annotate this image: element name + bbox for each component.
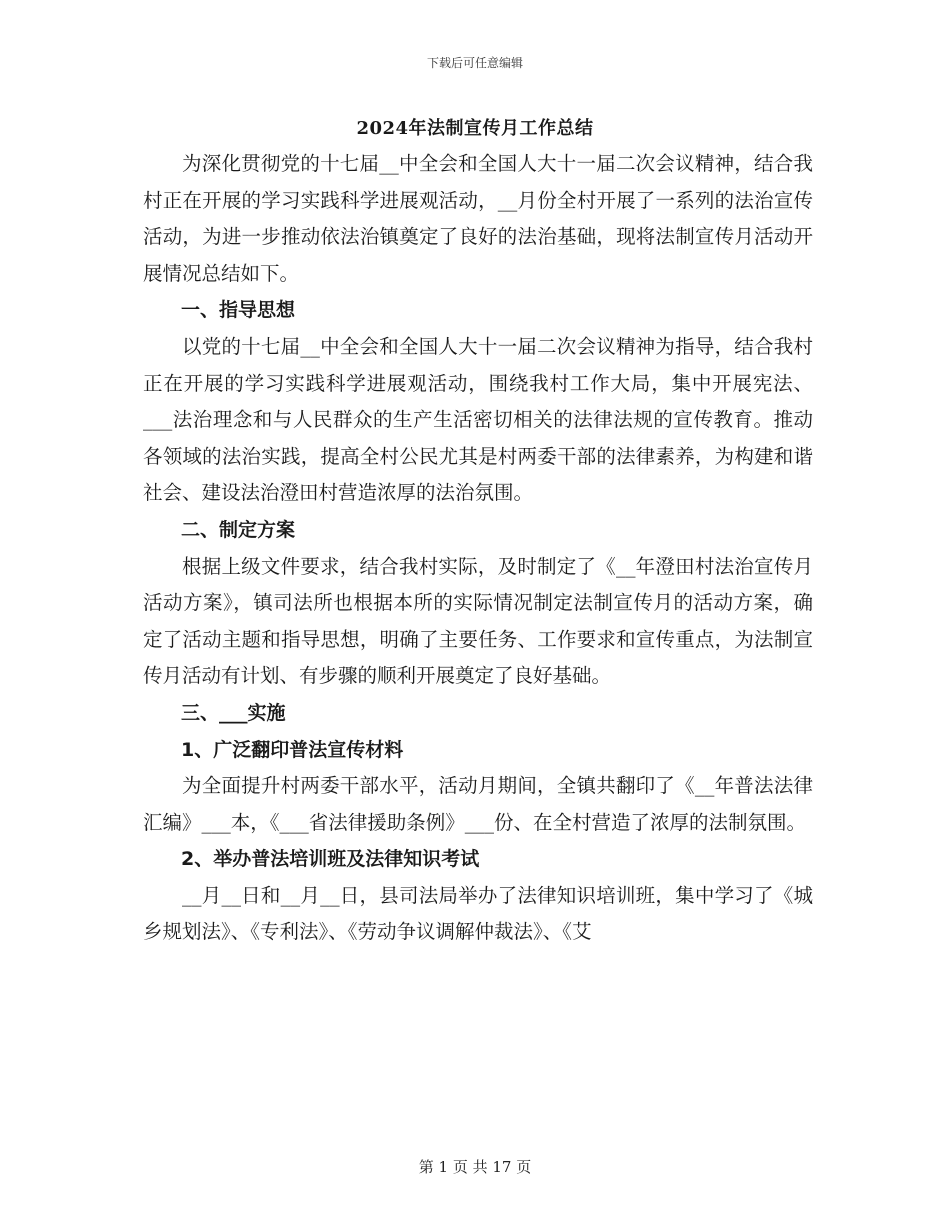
subsection-heading-training: 2、举办普法培训班及法律知识考试 [181,848,480,871]
section-heading-guiding-thought: 一、指导思想 [181,299,296,322]
guiding-thought-paragraph: 以党的十七届__中全会和全国人大十一届二次会议精神为指导，结合我村正在开展的学习实践科学进展观活动，围绕我村工作大局，集中开展宪法、___法治理念和与人民群众的生产生活密切相关的法律法规的宣传教育。推动各领域的法治实践，提高全村公民尤其是村两委干部的法律素养，为构建和谐社会、建设法治澄田村营造浓厚的法治氛围。 [143,334,813,505]
document-body [143,146,813,951]
section-heading-plan: 二、制定方案 [181,518,296,541]
page-number: 第 1 页 共 17 页 [418,1158,532,1176]
document-title: 2024年法制宣传月工作总结 [356,118,594,139]
subsection-heading-materials: 1、广泛翻印普法宣传材料 [181,738,404,761]
plan-paragraph: 根据上级文件要求，结合我村实际，及时制定了《__年澄田村法治宣传月活动方案》，镇司法所也根据本所的实际情况制定法制宣传月的活动方案，确定了活动主题和指导思想，明确了主要任务、工作要求和宣传重点，为法制宣传月活动有计划、有步骤的顺利开展奠定了良好基础。 [143,554,813,688]
training-paragraph: __月__日和__月__日，县司法局举办了法律知识培训班，集中学习了《城乡规划法》、《专利法》、《劳动争议调解仲裁法》、《艾 [143,883,813,944]
section-heading-implementation: 三、___实施 [181,701,286,724]
header-note: 下载后可任意编辑 [426,56,523,70]
intro-paragraph: 为深化贯彻党的十七届__中全会和全国人大十一届二次会议精神，结合我村正在开展的学习实践科学进展观活动，__月份全村开展了一系列的法治宣传活动，为进一步推动依法治镇奠定了良好的法治基础，现将法制宣传月活动开展情况总结如下。 [143,152,813,285]
materials-paragraph: 为全面提升村两委干部水平，活动月期间，全镇共翻印了《__年普法法律汇编》___本，《___省法律援助条例》___份、在全村营造了浓厚的法制氛围。 [143,774,813,834]
